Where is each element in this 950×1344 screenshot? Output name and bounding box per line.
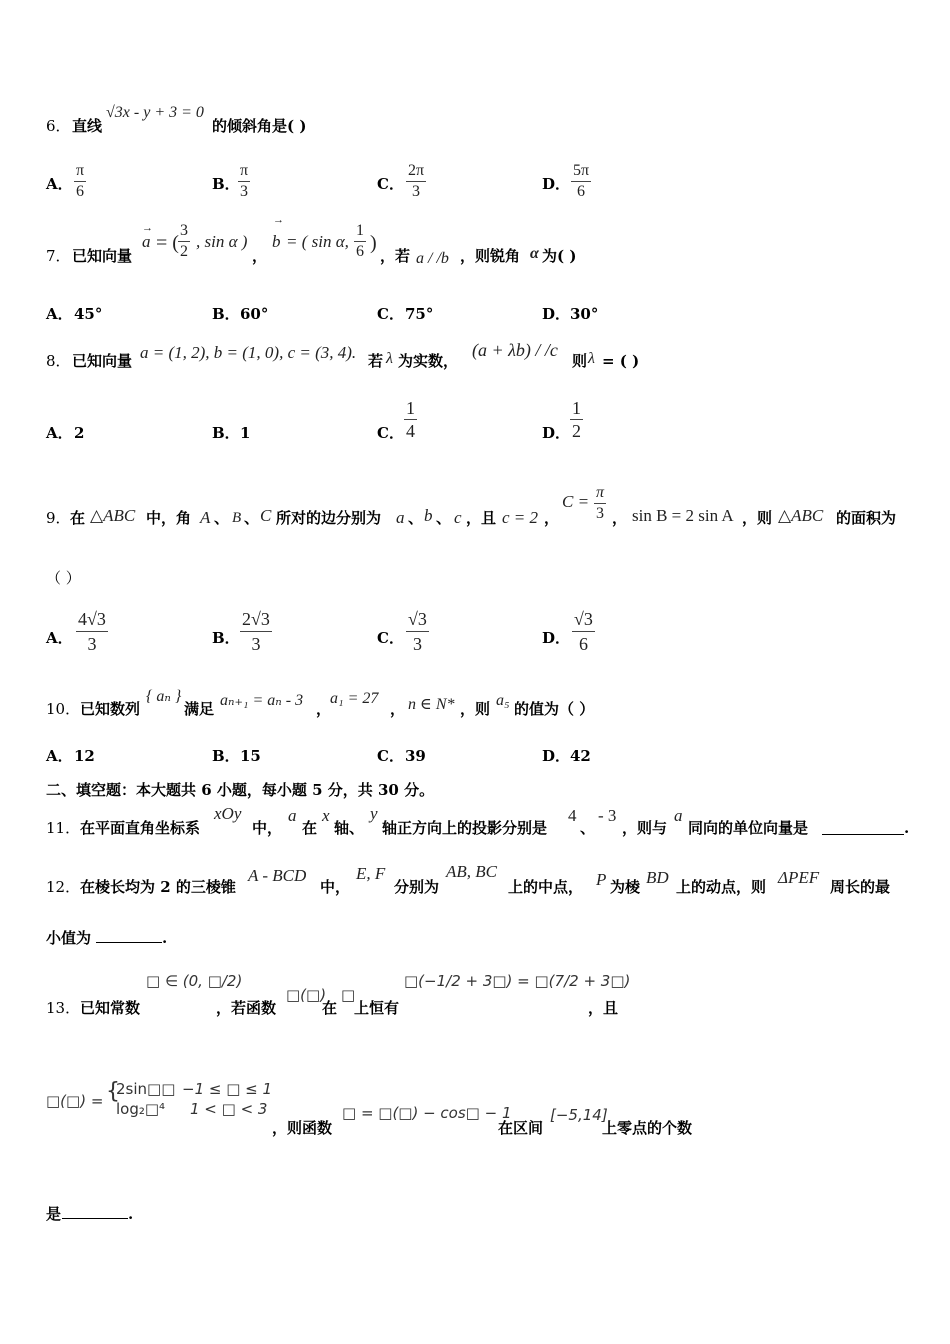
q13-t5: ，且 [588,999,619,1017]
q13-t7: 在区间 [498,1119,544,1137]
q7-suffix: 为( ) [542,247,577,265]
q9-a: a [396,508,405,527]
q7-eq-open: = ( [156,232,179,254]
q9-option-d-value: √3 6 [574,609,593,654]
q9-sep4: 、 [436,509,452,527]
q8-option-d-label: D． [542,424,571,442]
q13-end: . [128,1205,134,1223]
q9-option-a-label: A． [46,629,73,647]
q10-option-d-value: 42 [570,747,591,765]
q11-t4: 轴、 [334,819,365,837]
q11-t3: 在 [302,819,318,837]
q13-equation: □(−1/2 + 3□) = □(7/2 + 3□) [404,972,631,990]
q13-t1: 已知常数 [80,999,141,1017]
q6-number: 6． [46,117,71,135]
q7-option-d-label: D． [542,305,571,323]
q12-t6: 上的动点，则 [676,878,767,896]
q6-option-d-label: D． [542,175,571,193]
q13-piece2-domain: 1 < □ < 3 [190,1100,268,1118]
q8-option-d-value: 1 2 [572,398,581,441]
q11-t6: 、 [580,819,596,837]
q10-recurrence: aₙ₊₁ = aₙ - 3 [220,692,304,709]
q11-end: . [904,819,910,837]
q10-option-b-value: 15 [240,747,261,765]
q9-sep2: 、 [244,509,260,527]
q6-option-b-value: π 3 [240,162,249,200]
q11-a: a [288,806,297,825]
q10-n-in-N: n ∈ N* [408,696,455,713]
q9-sep3: 、 [408,509,424,527]
q9-b: b [424,506,433,525]
q9-option-c-value: √3 3 [408,609,427,654]
q7-option-a-value: 45° [74,305,103,323]
q10-number: 10． [46,700,81,718]
q8-option-c-label: C． [377,424,404,442]
q12-P: P [596,870,607,889]
q10-satisfy: 满足 [184,700,215,718]
q13-number: 13． [46,999,81,1017]
q13-R: □ [341,986,356,1004]
q7-option-c-label: C． [377,305,404,323]
q7-close: ) [370,232,377,254]
q9-number: 9． [46,509,71,527]
q10-comma1: ， [316,700,332,718]
q7-vector-b: b [272,232,281,251]
q13-condition: □ ∈ (0, □/2) [146,972,243,990]
q8-parallel: (a + λb) / /c [472,340,558,360]
q8-suffix: = ( ) [602,352,640,370]
q11-number: 11． [46,819,81,837]
q9-option-b-value: 2√3 3 [242,609,270,654]
q11-x: x [322,806,330,825]
q10-suffix: 的值为（ ） [514,700,595,718]
q12-ABBC: AB, BC [446,862,497,881]
q13-piece2-expr: log₂□⁴ [116,1100,166,1118]
q9-comma2: ， [612,509,628,527]
q12-PEF: ΔPEF [778,868,820,887]
q7-option-c-value: 75° [405,305,434,323]
q7-option-b-label: B． [212,305,240,323]
q6-suffix: 的倾斜角是( ) [212,117,307,135]
q9-angle: 中，角 [146,509,192,527]
q8-real: 为实数， [398,352,459,370]
q10-a5: a₅ [496,692,510,709]
q11-t7: ，则与 [622,819,668,837]
q12-t3: 分别为 [394,878,440,896]
q11-four: 4 [568,806,577,825]
q6-prefix: 直线 [72,117,103,135]
q8-lambda2: λ [588,350,595,367]
q9-option-a-value: 4√3 3 [78,609,106,654]
q13-piece1-domain: −1 ≤ □ ≤ 1 [182,1080,273,1098]
q9-area: 的面积为 [836,509,897,527]
q9-and: ，且 [466,509,497,527]
q12-t1: 在棱长均为 2 的三棱锥 [80,878,236,896]
q10-option-b-label: B． [212,747,240,765]
q13-t4: 上恒有 [354,999,400,1017]
q9-C-frac: π 3 [596,484,605,522]
q11-y: y [370,804,378,823]
q12-number: 12． [46,878,81,896]
q12-answer-blank[interactable] [96,926,162,943]
q9-then: ，则 [742,509,773,527]
q9-option-c-label: C． [377,629,404,647]
q7-vector-a: a [142,232,151,251]
q10-option-a-label: A． [46,747,73,765]
q12-line2: 小值为 [46,929,92,947]
q8-vectors: a = (1, 2), b = (1, 0), c = (3, 4). [140,343,357,362]
q9-paren: （ ） [46,569,81,587]
q11-t2: 中， [252,819,283,837]
q7-comma: ， [252,247,268,265]
q7-parallel: a / /b [416,250,449,267]
q8-number: 8． [46,352,71,370]
q9-sine-eq: sin B = 2 sin A [632,506,734,525]
q13-piecewise-lhs: □(□) = [46,1092,104,1110]
q13-brace: { [106,1079,120,1104]
q10-sequence: { aₙ } [146,688,182,705]
q11-t1: 在平面直角坐标系 [80,819,201,837]
q12-t7: 周长的最 [830,878,891,896]
q9-option-d-label: D． [542,629,571,647]
q13-interval: [−5,14] [550,1106,608,1124]
q13-answer-blank[interactable] [62,1202,128,1219]
q9-option-b-label: B． [212,629,240,647]
q13-line3: 是 [46,1205,62,1223]
q9-in: 在 [70,509,86,527]
q13-t3: 在 [322,999,338,1017]
q10-initial: a₁ = 27 [330,690,379,707]
q7-sin-alpha: , sin α ) [196,232,248,251]
q13-g: □ = □(□) − cos□ − 1 [342,1104,512,1122]
q12-end: . [162,929,168,947]
q6-option-d-value: 5π 6 [573,162,590,200]
q7-vector-arrow-a: → [142,222,153,234]
q10-option-d-label: D． [542,747,571,765]
q7-option-d-value: 30° [570,305,599,323]
q10-option-c-label: C． [377,747,404,765]
q9-C: C [260,506,272,525]
q6-option-c-label: C． [377,175,404,193]
q13-f: □(□) [286,986,327,1004]
q10-comma2: ， [390,700,406,718]
q11-answer-blank[interactable] [822,818,904,835]
q7-frac-3-2: 3 2 [180,222,188,260]
q11-minus3: - 3 [598,806,617,825]
q9-triangle: △ABC [90,506,136,525]
q8-if: 若 [368,352,384,370]
q6-option-c-value: 2π 3 [408,162,425,200]
q7-number: 7． [46,247,71,265]
q7-frac-1-6: 1 6 [356,222,364,260]
q12-t2: 中， [320,878,351,896]
q10-option-c-value: 39 [405,747,426,765]
q7-if: ，若 [380,247,411,265]
q12-t5: 为棱 [610,878,641,896]
q13-t6: ，则函数 [272,1119,333,1137]
q8-option-a-label: A． [46,424,73,442]
q12-tetrahedron: A - BCD [248,866,307,885]
q6-formula: √3x - y + 3 = 0 [106,104,204,121]
q13-t8: 上零点的个数 [602,1119,693,1137]
q12-BD: BD [646,868,669,887]
q7-prefix: 已知向量 [72,247,133,265]
q6-option-b-label: B． [212,175,240,193]
q10-option-a-value: 12 [74,747,95,765]
q9-comma1: ， [544,509,560,527]
q11-xoy: xOy [214,804,242,823]
q13-t2: ，若函数 [216,999,277,1017]
q11-a2: a [674,806,683,825]
q8-lambda: λ [386,350,393,367]
q9-sep1: 、 [214,509,230,527]
q6-option-a-value: π 6 [76,162,85,200]
q7-vector-arrow-b: → [273,214,284,226]
q9-C-eq: C = [562,492,590,511]
q10-then: ，则 [460,700,491,718]
q9-A: A [200,508,211,527]
q11-t8: 同向的单位向量是 [688,819,809,837]
q6-option-a-label: A． [46,175,73,193]
q12-t4: 上的中点， [508,878,584,896]
section-heading-fill-in: 二、填空题：本大题共 6 小题，每小题 5 分，共 30 分。 [46,781,435,799]
q8-option-b-label: B． [212,424,240,442]
q10-prefix: 已知数列 [80,700,141,718]
q7-option-a-label: A． [46,305,73,323]
q9-triangle2: △ABC [778,506,824,525]
q9-opposite: 所对的边分别为 [276,509,382,527]
q7-then: ，则锐角 [460,247,521,265]
q7-eq2: = ( sin α, [286,232,349,251]
q7-alpha: α [530,245,539,262]
q11-t5: 轴正方向上的投影分别是 [382,819,548,837]
q12-EF: E, F [356,864,386,883]
q8-then: 则 [572,352,588,370]
q13-piece1-expr: 2sin□□ [116,1080,176,1098]
q9-c-eq: c = 2 [502,508,539,527]
q8-option-a-value: 2 [74,424,85,442]
q7-option-b-value: 60° [240,305,269,323]
q9-c: c [454,508,462,527]
q9-B: B [232,510,242,526]
q8-prefix: 已知向量 [72,352,133,370]
q8-option-b-value: 1 [240,424,251,442]
q8-option-c-value: 1 4 [406,398,415,441]
